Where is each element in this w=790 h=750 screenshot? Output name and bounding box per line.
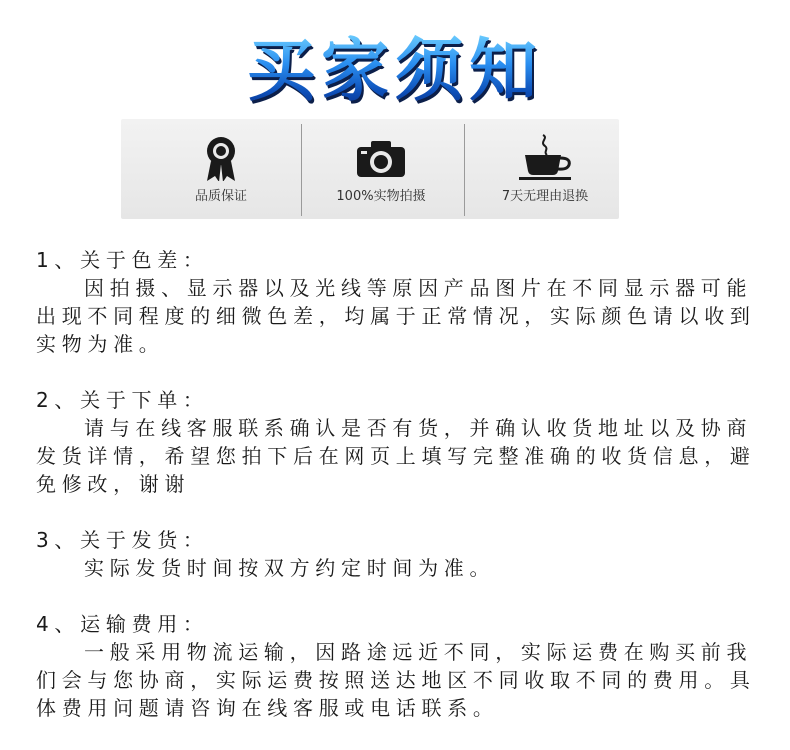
- service-badges: [121, 119, 619, 219]
- note-body: 因拍摄、显示器以及光线等原因产品图片在不同显示器可能出现不同程度的细微色差，均属于正常情况，实际颜色请以收到实物为准。: [36, 276, 756, 356]
- note-title: 2、关于下单：: [36, 388, 209, 412]
- coffee-cup-icon: [465, 133, 625, 181]
- note-title: 4、运输费用：: [36, 612, 209, 636]
- note-body: 实际发货时间按双方约定时间为准。: [84, 556, 496, 580]
- badge-label: 7天无理由退换: [501, 189, 589, 204]
- note-body: 请与在线客服联系确认是否有货，并确认收货地址以及协商发货详情，希望您拍下后在网页上填写完整准确的收货信息，避免修改，谢谢: [36, 416, 756, 496]
- badge-label: 品质保证: [194, 189, 247, 204]
- camera-icon: [301, 133, 461, 181]
- badge-label: 100%实物拍摄: [336, 189, 426, 204]
- badge-return: [465, 119, 625, 219]
- note-title: 1、关于色差：: [36, 248, 209, 272]
- badge-quality: [141, 119, 301, 219]
- note-freight-cost: [36, 610, 776, 722]
- award-ribbon-icon: [141, 133, 301, 181]
- badge-real-photo: [301, 119, 461, 219]
- note-shipping: [36, 526, 776, 582]
- buyer-notes: [36, 246, 776, 750]
- note-color-difference: [36, 246, 776, 358]
- note-ordering: [36, 386, 776, 498]
- page-title: 买家须知: [0, 32, 790, 112]
- note-body: 一般采用物流运输，因路途远近不同，实际运费在购买前我们会与您协商，实际运费按照送达地区不同收取不同的费用。具体费用问题请咨询在线客服或电话联系。: [36, 640, 756, 720]
- note-title: 3、关于发货：: [36, 528, 209, 552]
